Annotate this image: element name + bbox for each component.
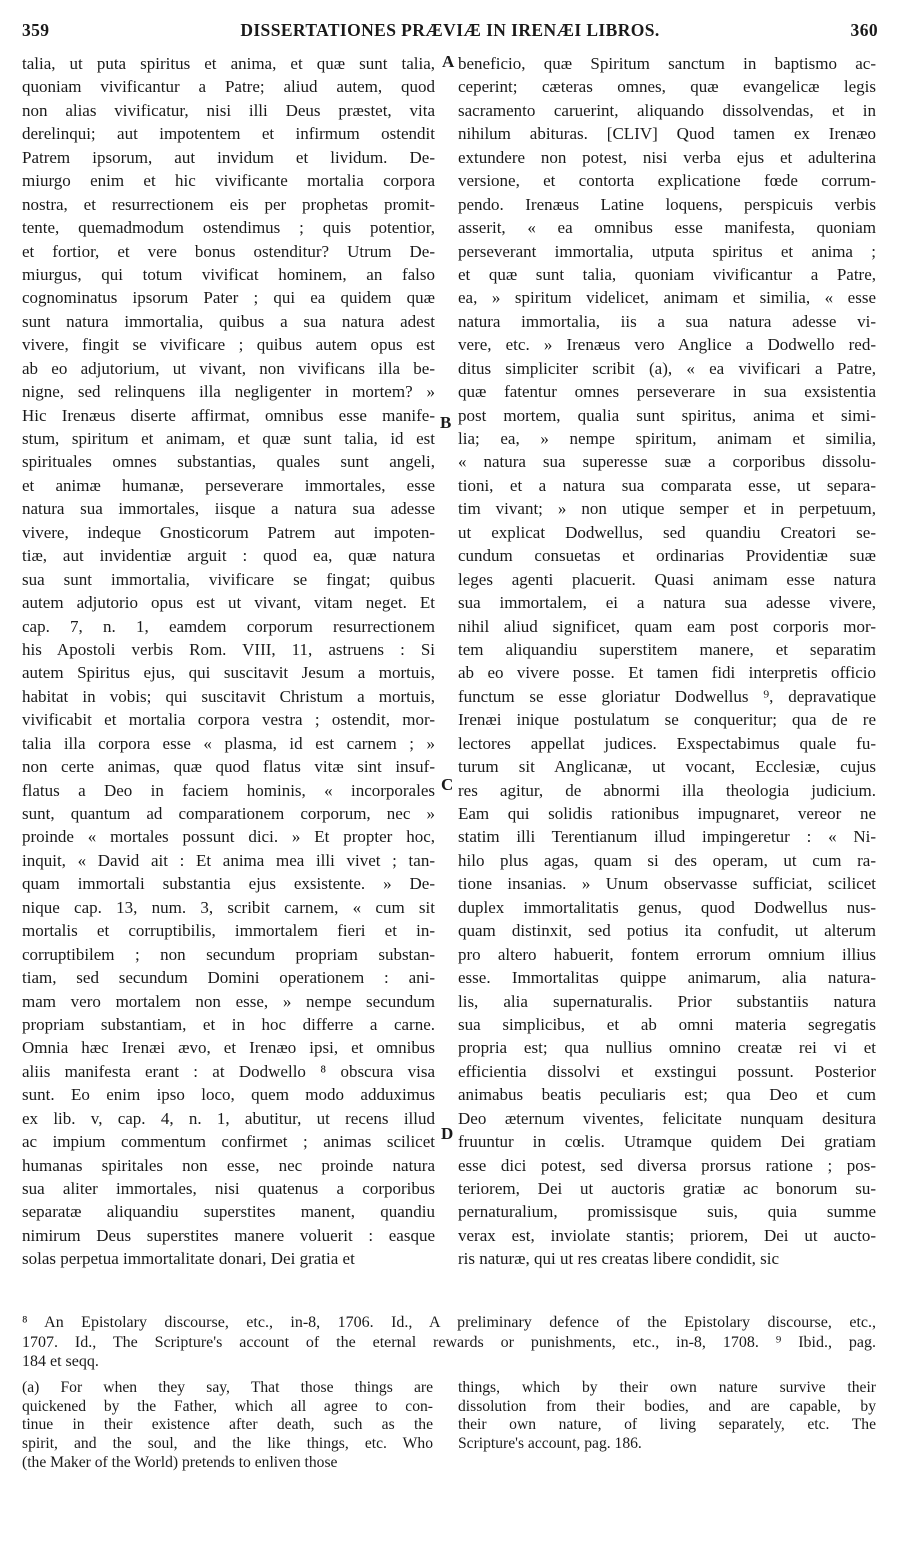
text-line: et quæ sunt talia, quoniam vivificantur a Patre, <box>458 264 876 284</box>
note-line: (the Maker of the World) pretends to enliven those <box>22 1453 338 1471</box>
text-line: sacramento caruerint, aliquando dissolvendas, et in <box>458 100 876 120</box>
text-line: ea, » spiritum videlicet, animam et similia, « esse <box>458 288 876 308</box>
text-line: efficientia dissolvi et exstingui possunt. Posterior <box>458 1061 876 1081</box>
text-line: cap. 7, n. 1, eamdem corporum resurrectionem <box>22 616 435 636</box>
running-title: DISSERTATIONES PRÆVIÆ IN IRENÆI LIBROS. <box>240 20 660 40</box>
text-line: vivere, indeque Gnosticorum Patrem aut impoten- <box>22 522 435 542</box>
text-line: animabus beatis peculiaris est; qua Deo et cum <box>458 1085 876 1105</box>
text-line: hilo plus agas, quam si des operam, ut cum ra- <box>458 850 876 870</box>
footnote-line: 1707. Id., The Scripture's account of the eternal rewards or punishments, etc., in-8, 1708. ⁹ Ibid., pag. <box>22 1333 876 1351</box>
text-line: sua immortalem, ei a natura sua adesse vivere, <box>458 593 876 613</box>
text-line: nique cap. 13, num. 3, scribit carnem, « cum sit <box>22 897 435 917</box>
text-line: autem adjutorio opus est ut vivant, vitam neget. Et <box>22 593 435 613</box>
text-line: mam vero mortalem non esse, » nempe secundum <box>22 991 435 1011</box>
note-line: their own nature, of living separately, etc. The <box>458 1416 876 1434</box>
margin-marker-b: B <box>440 413 452 432</box>
text-line: versione, et contorta explicatione fœde corrum- <box>458 171 876 191</box>
text-line: teriorem, Dei ut auctoris gratiæ ac bonorum su- <box>458 1179 876 1198</box>
text-line: leges agenti placuerit. Quasi animam esse natura <box>458 569 876 589</box>
text-line: habitat in vobis; qui suscitavit Christum a mortuis, <box>22 686 435 706</box>
text-line: ris naturæ, qui ut res creatas libere condidit, sic <box>458 1249 780 1269</box>
text-line: Patrem ipsorum, aut invidum et lividum. De- <box>22 147 435 167</box>
text-line: lis, alia supernaturalis. Prior substantiis natura <box>458 991 876 1011</box>
text-line: Eam qui solidis rationibus impugnaret, vereor ne <box>458 804 876 823</box>
text-line: sua simplicibus, et ab omni materia segregatis <box>458 1014 876 1034</box>
text-line: functum se esse gloriatur Dodwellus ⁹, depravatique <box>458 686 876 706</box>
text-line: quam distinxit, sed potius ita confudit, ut alterum <box>458 921 876 941</box>
text-line: autem Spiritus ejus, qui suscitavit Jesum a mortuis, <box>22 663 435 683</box>
page-number-left: 359 <box>22 20 50 40</box>
text-line: corruptibilem ; non secundum propriam substan- <box>22 944 435 964</box>
text-line: nihilum abituras. [CLIV] Quod tamen ex Irenæo <box>458 124 876 144</box>
text-line: sunt, quantum ad comparationem corporum, nec » <box>22 804 435 823</box>
margin-marker-a: A <box>442 52 455 71</box>
text-line: turum sit Anglicanæ, ut vocant, Ecclesiæ, cujus <box>458 757 876 777</box>
text-line: cundum consuetas et ordinarias Providentiæ suæ <box>458 546 876 566</box>
note-line: dissolution from their bodies, and are capable, by <box>458 1397 876 1415</box>
text-line: aliis manifesta erant : at Dodwello ⁸ obscura visa <box>22 1061 435 1081</box>
english-note-right <box>458 1379 876 1454</box>
text-line: statim illi Terentianum illud impingeretur : « Ni- <box>458 827 876 847</box>
text-line: tiæ, aut invidentiæ arguit : quod ea, quæ natura <box>22 546 435 566</box>
text-line: stum, spiritum et animam, et quæ sunt talia, id est <box>22 429 435 448</box>
text-line: verax est, inviolate stantis; priorem, Dei ut aucto- <box>458 1225 876 1245</box>
text-line: extundere non potest, nisi verba ejus et adulterina <box>458 147 876 167</box>
note-line: (a) For when they say, That those things are <box>22 1379 433 1396</box>
text-line: ab eo vivere posse. Et tamen fidi interpretis officio <box>458 663 876 683</box>
text-line: tiam, sed secundum Domini operationem : ani- <box>22 968 435 988</box>
text-line: et animæ humanæ, perseverare immortales, esse <box>22 475 435 495</box>
text-line: talia illa corpora esse « plasma, id est carnem ; » <box>22 733 435 753</box>
text-line: solas perpetua immortalitate donari, Dei gratia et <box>22 1249 355 1269</box>
text-line: lectores appellat judices. Exspectabimus quale fu- <box>458 733 876 753</box>
text-line: mortalis et corruptibilis, immortalem fieri et in- <box>22 921 435 941</box>
right-text-column <box>458 52 876 1271</box>
margin-marker-c: C <box>441 775 454 794</box>
text-line: natura immortalia, iis a sua natura adesse vi- <box>458 311 876 331</box>
text-line: inquit, « David ait : Et anima mea illi vivet ; tan- <box>22 850 435 870</box>
text-line: sua aliter immortales, nisi quatenus a corporibus <box>22 1179 435 1198</box>
text-line: Irenæi inique postulatum se conqueritur; qua de re <box>458 710 876 730</box>
page-number-right: 360 <box>850 20 878 40</box>
text-line: duplex immortalitatis genus, quod Dodwellus nus- <box>458 897 876 917</box>
text-line: pendo. Irenæus Latine loquens, perspicuis verbis <box>458 194 876 214</box>
english-note-left <box>22 1379 433 1472</box>
running-header <box>22 20 878 44</box>
text-line: asserit, « ea omnibus esse manifesta, quoniam <box>458 218 876 238</box>
text-line: sunt. Eo enim ipso loco, quem modo adduximus <box>22 1085 435 1105</box>
text-line: non alias vivificatur, nisi illi Deus præstet, vita <box>22 100 435 120</box>
text-line: tione insanias. » Unum observasse sufficiat, scilicet <box>458 874 876 894</box>
note-line: tinue in their existence after death, such as the <box>22 1416 433 1434</box>
text-line: vere, etc. » Irenæus vero Anglice a Dodwello red- <box>458 335 876 355</box>
text-line: miurgus, qui totum vivificat hominem, an falso <box>22 264 435 284</box>
text-line: his Apostoli verbis Rom. VIII, 11, astruens : Si <box>22 639 435 659</box>
text-line: spirituales omnes substantias, quales sunt angeli, <box>22 452 435 472</box>
note-line: Scripture's account, pag. 186. <box>458 1435 642 1453</box>
text-line: vivere, fingit se vivificare ; quibus autem opus est <box>22 335 435 355</box>
text-line: ut explicat Dodwellus, sed quandiu Creatori se- <box>458 522 876 542</box>
text-line: sunt natura immortalia, quibus a sua natura adest <box>22 311 435 331</box>
text-line: quam immortali substantia ejus exsistente. » De- <box>22 874 435 894</box>
text-line: propriam substantiam, et in hoc differre a carne. <box>22 1014 435 1034</box>
text-line: fruuntur in cœlis. Utramque quidem Dei gratiam <box>458 1132 876 1152</box>
text-line: miurgo enim et hic vivificante mortalia corpora <box>22 171 435 191</box>
note-line: quickened by the Father, which all agree to con- <box>22 1397 433 1415</box>
text-line: pernaturalium, promissisque suis, quia summe <box>458 1202 876 1222</box>
text-line: tioni, et a natura sua comparata esse, ut separa- <box>458 475 876 495</box>
text-line: esse. Immortalitas quippe animarum, alia natura- <box>458 968 876 988</box>
note-line: spirit, and the soul, and the like things, etc. Who <box>22 1435 433 1453</box>
text-line: post mortem, qualia sunt spiritus, anima et simi- <box>458 405 876 425</box>
text-line: « natura sua superesse suæ a corporibus dissolu- <box>458 452 876 472</box>
text-line: flatus a Deo in faciem hominis, « incorporales <box>22 780 435 800</box>
text-line: Deo æternum viventes, felicitate nunquam desitura <box>458 1108 876 1128</box>
text-line: tente, quemadmodum ostendimus ; quis potentior, <box>22 218 435 238</box>
text-line: perseverant immortalia, utputa spiritus et anima ; <box>458 241 876 261</box>
text-line: cognominatus ipsorum Pater ; qui ea quidem quæ <box>22 288 435 308</box>
text-line: lia; ea, » nempe spiritum, animam et similia, <box>458 429 876 448</box>
text-line: nihil aliud significet, quam eam post corporis mor- <box>458 616 876 636</box>
text-line: vivificabit et mortalia corpora vestra ; ostendit, mor- <box>22 710 435 730</box>
text-line: sua sunt immortalia, vivificare se fingat; quibus <box>22 569 435 589</box>
text-line: quæ fatentur omnes perseverare in sua exsistentia <box>458 382 876 402</box>
text-line: ac impium commentum confirmet ; animas scilicet <box>22 1132 435 1152</box>
text-line: et fortior, et vere bonus ostenditur? Utrum De- <box>22 241 435 261</box>
margin-marker-d: D <box>441 1124 454 1143</box>
footnotes <box>22 1313 876 1372</box>
text-line: talia, ut puta spiritus et anima, et quæ sunt talia, <box>22 54 435 73</box>
text-line: beneficio, quæ Spiritum sanctum in baptismo ac- <box>458 54 876 73</box>
text-line: tem aliquandiu superstitem manere, et separatim <box>458 639 876 659</box>
text-line: propria est; qua nullius omnino creatæ rei vi et <box>458 1038 876 1058</box>
text-line: nostra, et resurrectionem eis per prophetas promit- <box>22 194 435 214</box>
text-line: tim vivant; » non utique semper et in perpetuum, <box>458 499 876 519</box>
text-line: natura sua immortales, iisque a natura sua adesse <box>22 499 435 519</box>
text-line: ditus simpliciter scribit (a), « ea vivificari a Patre, <box>458 358 876 378</box>
text-line: nigne, sed relinquens illa negligenter in mortem? » <box>22 382 435 402</box>
text-line: Hic Irenæus diserte affirmat, omnibus esse manife- <box>22 405 435 425</box>
text-line: humanas spiritales non esse, nec proinde natura <box>22 1155 435 1175</box>
text-line: pro altero habuerit, fontem errorum omnium illius <box>458 944 876 964</box>
note-line: things, which by their own nature survive their <box>458 1379 876 1396</box>
text-line: proinde « mortales possunt dici. » Et propter hoc, <box>22 827 435 847</box>
text-line: ab eo adjutorium, ut vivant, non vivificans illa be- <box>22 358 435 378</box>
text-line: ex lib. v, cap. 4, n. 1, abutitur, ut recens illud <box>22 1108 435 1128</box>
text-line: ceperint; cæteras omnes, quæ evangelicæ legis <box>458 77 876 97</box>
text-line: res agitur, de abnormi illa theologia judicium. <box>458 780 876 800</box>
left-text-column <box>22 52 435 1271</box>
text-line: separatæ aliquandiu superstites manent, quandiu <box>22 1202 435 1222</box>
footnote-line: 184 et seqq. <box>22 1353 99 1370</box>
text-line: Omnia hæc Irenæi ævo, et Irenæo ipsi, et omnibus <box>22 1038 435 1058</box>
text-line: esse dici potest, sed diversa prorsus ratione ; pos- <box>458 1155 876 1175</box>
text-line: derelinqui; aut impotentem et infirmum ostendit <box>22 124 435 144</box>
text-line: nimirum Deus superstites manere voluerit : easque <box>22 1225 435 1245</box>
text-line: non certe animas, quæ quod flatus vitæ sint insuf- <box>22 757 435 777</box>
footnote-line: ⁸ An Epistolary discourse, etc., in-8, 1706. Id., A preliminary defence of the Epistolary discourse, etc., <box>22 1314 876 1331</box>
text-line: quoniam vivificantur a Patre; aliud autem, quod <box>22 77 435 97</box>
